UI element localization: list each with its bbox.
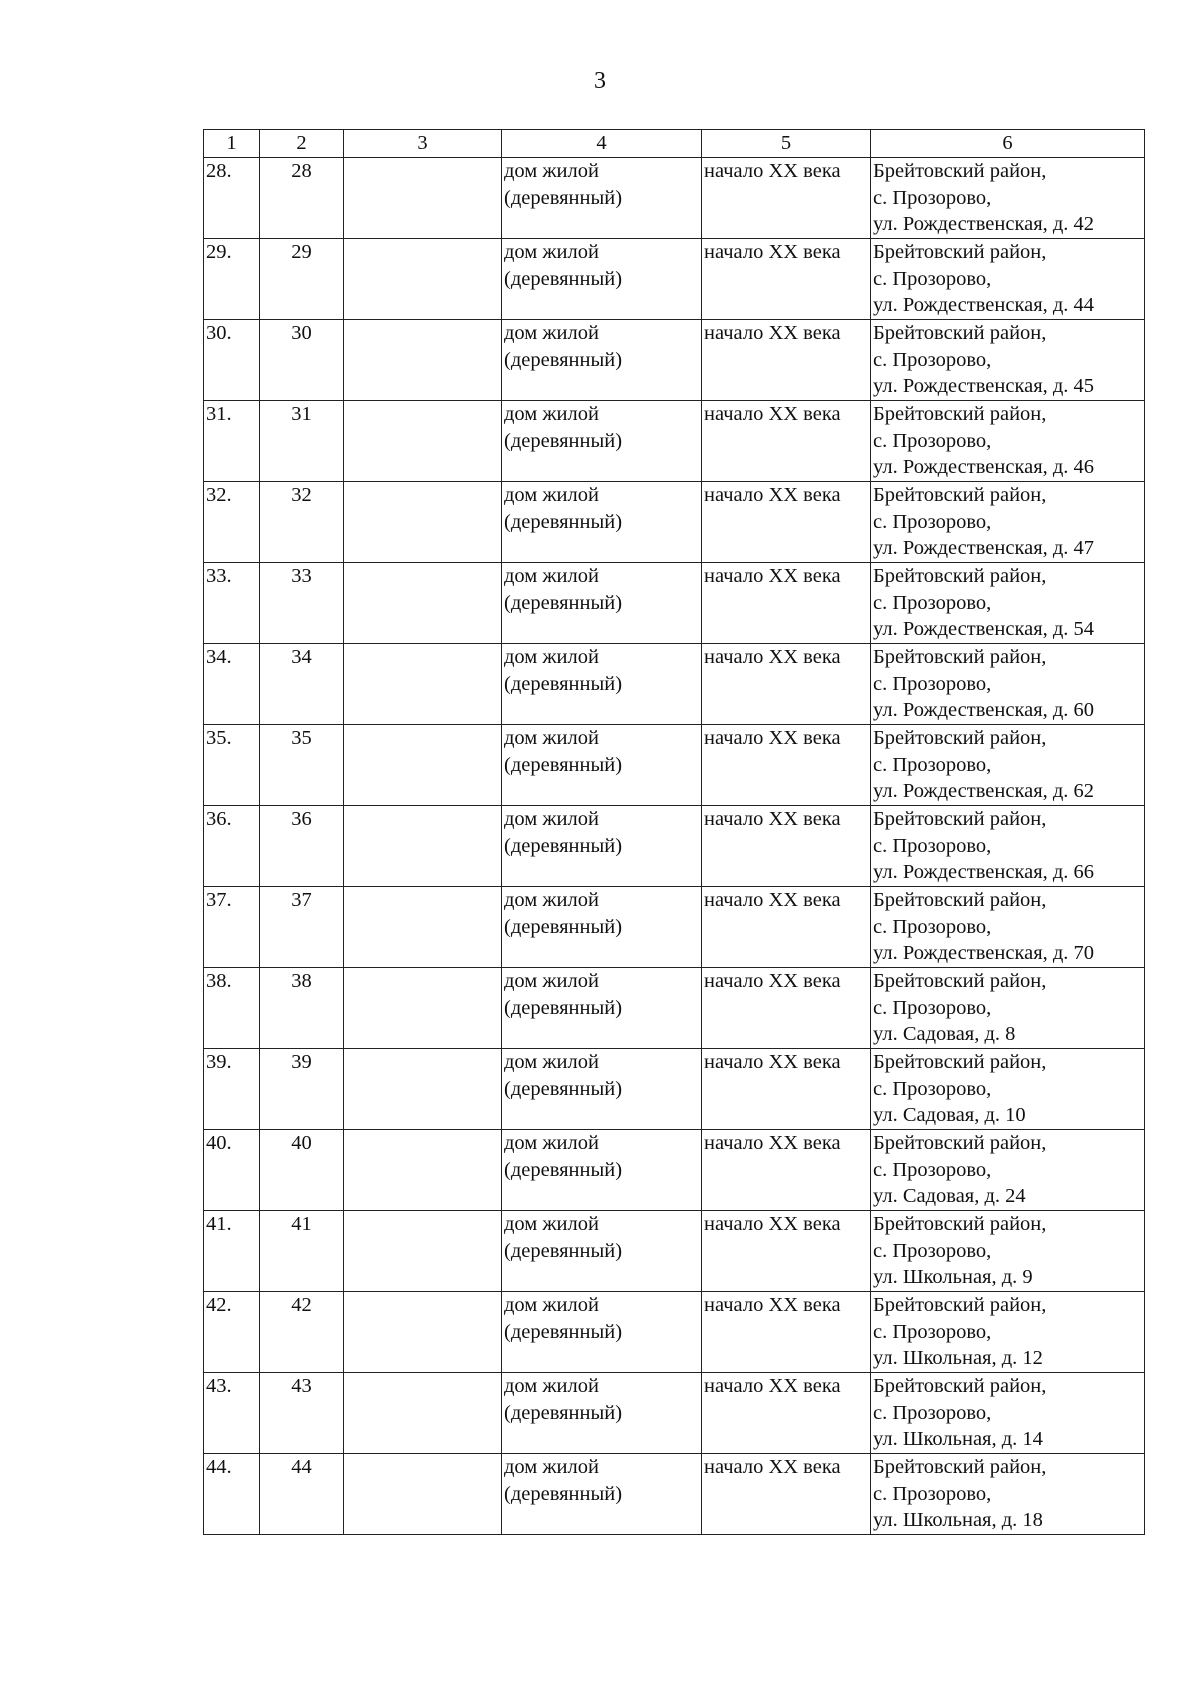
object-period: начало XX века [702, 158, 871, 239]
object-address [871, 1454, 1145, 1535]
table-row [204, 806, 1145, 887]
row-index: 36. [204, 806, 260, 887]
address-district: Брейтовский район, [873, 727, 1047, 749]
object-number: 37 [260, 887, 344, 968]
object-number: 36 [260, 806, 344, 887]
object-address [871, 158, 1145, 239]
table-row [204, 725, 1145, 806]
table-row [204, 644, 1145, 725]
address-village: с. Прозорово, [873, 186, 992, 209]
empty-cell [344, 1373, 502, 1454]
object-type [502, 563, 702, 644]
object-material-line: (деревянный) [504, 753, 623, 776]
object-material-line: (деревянный) [504, 996, 623, 1019]
table-row [204, 239, 1145, 320]
address-street: ул. Садовая, д. 8 [873, 1023, 1016, 1045]
object-address [871, 239, 1145, 320]
address-district: Брейтовский район, [873, 1375, 1047, 1397]
object-material-line: (деревянный) [504, 591, 623, 614]
object-address [871, 806, 1145, 887]
object-period: начало XX века [702, 887, 871, 968]
row-index: 33. [204, 563, 260, 644]
object-period: начало XX века [702, 482, 871, 563]
object-material-line: (деревянный) [504, 267, 623, 290]
address-street: ул. Рождественская, д. 60 [873, 699, 1095, 721]
page-number: 3 [594, 68, 606, 94]
object-type [502, 887, 702, 968]
address-street: ул. Рождественская, д. 44 [873, 294, 1095, 316]
object-material-line: (деревянный) [504, 348, 623, 371]
address-village: с. Прозорово, [873, 996, 992, 1019]
object-number: 35 [260, 725, 344, 806]
address-village: с. Прозорово, [873, 510, 992, 533]
object-material-line: (деревянный) [504, 1320, 623, 1343]
column-header: 3 [344, 130, 502, 158]
table-row [204, 887, 1145, 968]
table-row [204, 1130, 1145, 1211]
address-street: ул. Рождественская, д. 46 [873, 456, 1095, 478]
object-type-line: дом жилой [504, 808, 599, 830]
empty-cell [344, 401, 502, 482]
address-village: с. Прозорово, [873, 429, 992, 452]
object-period: начало XX века [702, 1454, 871, 1535]
object-material-line: (деревянный) [504, 1077, 623, 1100]
object-type-line: дом жилой [504, 727, 599, 749]
object-type [502, 1049, 702, 1130]
address-street: ул. Рождественская, д. 45 [873, 375, 1095, 397]
address-street: ул. Школьная, д. 12 [873, 1347, 1043, 1369]
row-index: 38. [204, 968, 260, 1049]
object-type [502, 1373, 702, 1454]
object-type [502, 320, 702, 401]
object-number: 41 [260, 1211, 344, 1292]
column-header: 5 [702, 130, 871, 158]
object-type-line: дом жилой [504, 241, 599, 263]
object-type [502, 725, 702, 806]
table-row [204, 1454, 1145, 1535]
object-number: 34 [260, 644, 344, 725]
empty-cell [344, 887, 502, 968]
object-address [871, 1130, 1145, 1211]
object-period: начало XX века [702, 239, 871, 320]
empty-cell [344, 158, 502, 239]
address-street: ул. Рождественская, д. 62 [873, 780, 1095, 802]
object-type-line: дом жилой [504, 403, 599, 425]
object-period: начало XX века [702, 1292, 871, 1373]
row-index: 39. [204, 1049, 260, 1130]
row-index: 40. [204, 1130, 260, 1211]
object-address [871, 320, 1145, 401]
row-index: 37. [204, 887, 260, 968]
address-street: ул. Школьная, д. 18 [873, 1509, 1043, 1531]
address-village: с. Прозорово, [873, 915, 992, 938]
row-index: 30. [204, 320, 260, 401]
object-number: 33 [260, 563, 344, 644]
object-type-line: дом жилой [504, 160, 599, 182]
table-row [204, 482, 1145, 563]
object-material-line: (деревянный) [504, 1158, 623, 1181]
address-village: с. Прозорово, [873, 753, 992, 776]
object-material-line: (деревянный) [504, 429, 623, 452]
address-district: Брейтовский район, [873, 160, 1047, 182]
empty-cell [344, 1454, 502, 1535]
address-street: ул. Рождественская, д. 70 [873, 942, 1095, 964]
object-period: начало XX века [702, 1211, 871, 1292]
table-row [204, 158, 1145, 239]
empty-cell [344, 482, 502, 563]
object-material-line: (деревянный) [504, 672, 623, 695]
object-material-line: (деревянный) [504, 510, 623, 533]
object-type [502, 806, 702, 887]
object-address [871, 887, 1145, 968]
object-type-line: дом жилой [504, 970, 599, 992]
object-address [871, 1211, 1145, 1292]
row-index: 35. [204, 725, 260, 806]
object-number: 29 [260, 239, 344, 320]
table-row [204, 1211, 1145, 1292]
object-type-line: дом жилой [504, 1132, 599, 1154]
address-street: ул. Рождественская, д. 54 [873, 618, 1095, 640]
empty-cell [344, 1292, 502, 1373]
table-row [204, 968, 1145, 1049]
address-village: с. Прозорово, [873, 348, 992, 371]
table-row [204, 1292, 1145, 1373]
address-district: Брейтовский район, [873, 646, 1047, 668]
object-number: 30 [260, 320, 344, 401]
object-address [871, 725, 1145, 806]
row-index: 34. [204, 644, 260, 725]
column-header: 2 [260, 130, 344, 158]
object-type-line: дом жилой [504, 1294, 599, 1316]
object-address [871, 1292, 1145, 1373]
address-village: с. Прозорово, [873, 834, 992, 857]
heritage-registry-table [203, 129, 1145, 1535]
object-number: 42 [260, 1292, 344, 1373]
object-type [502, 239, 702, 320]
object-period: начало XX века [702, 563, 871, 644]
object-type [502, 968, 702, 1049]
object-material-line: (деревянный) [504, 834, 623, 857]
object-address [871, 482, 1145, 563]
object-period: начало XX века [702, 1049, 871, 1130]
object-address [871, 968, 1145, 1049]
row-index: 31. [204, 401, 260, 482]
object-period: начало XX века [702, 320, 871, 401]
object-period: начало XX века [702, 806, 871, 887]
object-type-line: дом жилой [504, 889, 599, 911]
address-district: Брейтовский район, [873, 1456, 1047, 1478]
address-street: ул. Школьная, д. 9 [873, 1266, 1033, 1288]
address-village: с. Прозорово, [873, 1401, 992, 1424]
object-type-line: дом жилой [504, 565, 599, 587]
row-index: 42. [204, 1292, 260, 1373]
table-row [204, 563, 1145, 644]
object-period: начало XX века [702, 401, 871, 482]
object-period: начало XX века [702, 1373, 871, 1454]
row-index: 41. [204, 1211, 260, 1292]
row-index: 29. [204, 239, 260, 320]
address-street: ул. Рождественская, д. 47 [873, 537, 1095, 559]
object-number: 28 [260, 158, 344, 239]
empty-cell [344, 1049, 502, 1130]
empty-cell [344, 644, 502, 725]
object-material-line: (деревянный) [504, 915, 623, 938]
address-village: с. Прозорово, [873, 267, 992, 290]
object-number: 38 [260, 968, 344, 1049]
object-address [871, 1373, 1145, 1454]
object-period: начало XX века [702, 968, 871, 1049]
object-number: 39 [260, 1049, 344, 1130]
table-row [204, 401, 1145, 482]
empty-cell [344, 806, 502, 887]
table-row [204, 1373, 1145, 1454]
row-index: 32. [204, 482, 260, 563]
address-district: Брейтовский район, [873, 1051, 1047, 1073]
address-district: Брейтовский район, [873, 1294, 1047, 1316]
object-period: начало XX века [702, 725, 871, 806]
address-street: ул. Рождественская, д. 66 [873, 861, 1095, 883]
address-district: Брейтовский район, [873, 241, 1047, 263]
address-district: Брейтовский район, [873, 808, 1047, 830]
object-number: 31 [260, 401, 344, 482]
object-material-line: (деревянный) [504, 1401, 623, 1424]
row-index: 43. [204, 1373, 260, 1454]
object-type-line: дом жилой [504, 1213, 599, 1235]
address-street: ул. Садовая, д. 10 [873, 1104, 1026, 1126]
address-village: с. Прозорово, [873, 1482, 992, 1505]
object-type-line: дом жилой [504, 1051, 599, 1073]
object-type [502, 401, 702, 482]
object-address [871, 1049, 1145, 1130]
column-header: 4 [502, 130, 702, 158]
empty-cell [344, 563, 502, 644]
row-index: 28. [204, 158, 260, 239]
object-type [502, 158, 702, 239]
object-material-line: (деревянный) [504, 186, 623, 209]
table-row [204, 1049, 1145, 1130]
address-village: с. Прозорово, [873, 1320, 992, 1343]
object-type-line: дом жилой [504, 322, 599, 344]
object-type [502, 1130, 702, 1211]
address-street: ул. Садовая, д. 24 [873, 1185, 1026, 1207]
object-type-line: дом жилой [504, 484, 599, 506]
empty-cell [344, 1130, 502, 1211]
address-district: Брейтовский район, [873, 889, 1047, 911]
address-district: Брейтовский район, [873, 403, 1047, 425]
object-period: начало XX века [702, 1130, 871, 1211]
address-district: Брейтовский район, [873, 1132, 1047, 1154]
address-district: Брейтовский район, [873, 565, 1047, 587]
object-type [502, 644, 702, 725]
object-type-line: дом жилой [504, 1375, 599, 1397]
row-index: 44. [204, 1454, 260, 1535]
object-address [871, 563, 1145, 644]
object-address [871, 644, 1145, 725]
object-number: 40 [260, 1130, 344, 1211]
address-village: с. Прозорово, [873, 591, 992, 614]
address-district: Брейтовский район, [873, 970, 1047, 992]
object-type [502, 1454, 702, 1535]
object-type [502, 1292, 702, 1373]
empty-cell [344, 320, 502, 401]
object-period: начало XX века [702, 644, 871, 725]
object-type [502, 482, 702, 563]
address-street: ул. Рождественская, д. 42 [873, 213, 1095, 235]
column-header: 6 [871, 130, 1145, 158]
object-number: 44 [260, 1454, 344, 1535]
address-village: с. Прозорово, [873, 672, 992, 695]
column-header: 1 [204, 130, 260, 158]
address-village: с. Прозорово, [873, 1077, 992, 1100]
address-district: Брейтовский район, [873, 484, 1047, 506]
object-material-line: (деревянный) [504, 1239, 623, 1262]
object-address [871, 401, 1145, 482]
object-type-line: дом жилой [504, 646, 599, 668]
empty-cell [344, 968, 502, 1049]
address-village: с. Прозорово, [873, 1158, 992, 1181]
empty-cell [344, 1211, 502, 1292]
object-type [502, 1211, 702, 1292]
empty-cell [344, 725, 502, 806]
address-district: Брейтовский район, [873, 322, 1047, 344]
object-number: 32 [260, 482, 344, 563]
object-number: 43 [260, 1373, 344, 1454]
address-street: ул. Школьная, д. 14 [873, 1428, 1043, 1450]
column-number-row [204, 130, 1145, 158]
address-village: с. Прозорово, [873, 1239, 992, 1262]
object-material-line: (деревянный) [504, 1482, 623, 1505]
table-row [204, 320, 1145, 401]
empty-cell [344, 239, 502, 320]
object-type-line: дом жилой [504, 1456, 599, 1478]
address-district: Брейтовский район, [873, 1213, 1047, 1235]
